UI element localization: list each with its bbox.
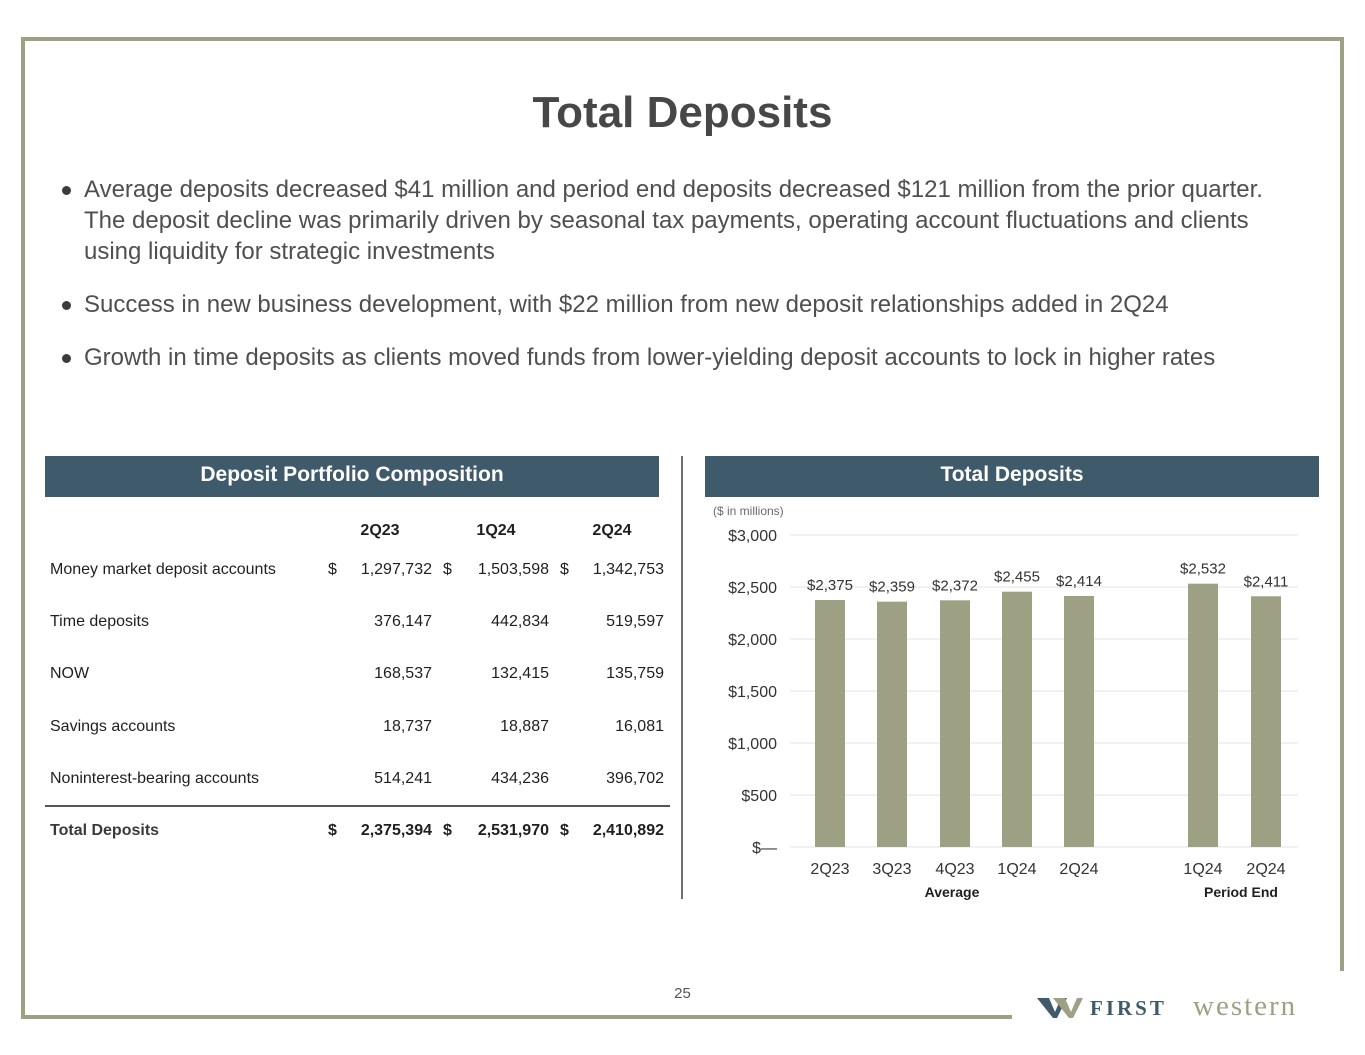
chart-units-note: ($ in millions) bbox=[713, 504, 784, 518]
data-label: $2,411 bbox=[1243, 573, 1289, 591]
chart-panel-header: Total Deposits bbox=[705, 456, 1319, 497]
cell-value: 16,081 bbox=[615, 718, 664, 735]
y-tick-label: $— bbox=[752, 840, 777, 857]
bar bbox=[1002, 592, 1032, 847]
currency-sign: $ bbox=[443, 561, 452, 578]
bullet-text: Growth in time deposits as clients moved funds from lower-yielding deposit accounts to lock in higher rates bbox=[84, 344, 1216, 371]
x-tick-label: 3Q23 bbox=[872, 861, 912, 878]
column-header: 1Q24 bbox=[476, 522, 516, 539]
cell-value: 1,503,598 bbox=[477, 561, 549, 578]
panel-divider bbox=[681, 456, 683, 899]
x-tick-label: 4Q23 bbox=[935, 861, 975, 878]
table-panel-header: Deposit Portfolio Composition bbox=[45, 456, 659, 497]
bullet-list bbox=[58, 174, 1308, 395]
data-label: $2,414 bbox=[1056, 572, 1102, 590]
frame-bottom bbox=[21, 1015, 1012, 1019]
group-label: Period End bbox=[1204, 884, 1278, 900]
x-tick-label: 2Q23 bbox=[810, 861, 850, 878]
currency-sign: $ bbox=[443, 822, 452, 839]
deposits-chart bbox=[700, 500, 1340, 910]
column-header: 2Q23 bbox=[360, 522, 400, 539]
total-rule bbox=[45, 805, 670, 807]
y-tick-label: $1,000 bbox=[728, 736, 777, 753]
row-label: Noninterest-bearing accounts bbox=[50, 770, 260, 787]
cell-value: 168,537 bbox=[374, 665, 432, 682]
row-label: Savings accounts bbox=[50, 718, 176, 735]
table-row bbox=[45, 718, 670, 748]
bar bbox=[877, 602, 907, 847]
bullet-dot-icon bbox=[62, 354, 71, 363]
cell-value: 2,531,970 bbox=[477, 822, 549, 839]
page-title: Total Deposits bbox=[532, 88, 833, 137]
data-label: $2,372 bbox=[932, 577, 978, 595]
logo-mark-icon bbox=[1037, 998, 1083, 1018]
data-label: $2,359 bbox=[869, 578, 915, 596]
row-label: NOW bbox=[50, 665, 90, 682]
cell-value: 2,410,892 bbox=[592, 822, 664, 839]
bar bbox=[1188, 584, 1218, 847]
cell-value: 376,147 bbox=[374, 613, 432, 630]
x-tick-label: 1Q24 bbox=[1183, 861, 1223, 878]
x-tick-label: 2Q24 bbox=[1246, 861, 1286, 878]
frame-right bbox=[1340, 37, 1344, 971]
y-tick-label: $2,500 bbox=[728, 580, 777, 597]
column-header: 2Q24 bbox=[592, 522, 632, 539]
chart-svg bbox=[700, 500, 1340, 910]
bullet-item bbox=[58, 289, 1308, 320]
y-tick-label: $2,000 bbox=[728, 632, 777, 649]
frame-top bbox=[21, 37, 1344, 41]
data-label: $2,532 bbox=[1180, 560, 1226, 578]
row-label: Total Deposits bbox=[50, 822, 160, 839]
frame-left bbox=[21, 37, 25, 1019]
bar bbox=[815, 600, 845, 847]
company-logo bbox=[1035, 990, 1355, 1030]
bullet-dot-icon bbox=[62, 186, 71, 195]
row-label: Time deposits bbox=[50, 613, 149, 630]
cell-value: 135,759 bbox=[606, 665, 664, 682]
bar bbox=[940, 600, 970, 847]
y-tick-label: $500 bbox=[741, 788, 777, 805]
bullet-text: Success in new business development, with $22 million from new deposit relationships added in 2Q24 bbox=[84, 291, 1169, 318]
table-row bbox=[45, 561, 670, 591]
data-label: $2,455 bbox=[994, 568, 1040, 586]
logo-first-text: FIRST bbox=[1090, 996, 1167, 1020]
x-tick-label: 1Q24 bbox=[997, 861, 1037, 878]
cell-value: 514,241 bbox=[374, 770, 432, 787]
total-row bbox=[45, 822, 670, 852]
cell-value: 519,597 bbox=[606, 613, 664, 630]
data-label: $2,375 bbox=[807, 577, 853, 594]
table-row bbox=[45, 770, 670, 800]
currency-sign: $ bbox=[328, 822, 337, 839]
cell-value: 18,887 bbox=[500, 718, 549, 735]
y-tick-label: $3,000 bbox=[728, 528, 777, 545]
cell-value: 434,236 bbox=[491, 770, 549, 787]
bullet-item bbox=[58, 174, 1308, 267]
cell-value: 396,702 bbox=[606, 770, 664, 787]
y-tick-label: $1,500 bbox=[728, 684, 777, 701]
cell-value: 18,737 bbox=[383, 718, 432, 735]
row-label: Money market deposit accounts bbox=[50, 561, 276, 578]
bar bbox=[1251, 596, 1281, 847]
group-label: Average bbox=[924, 884, 980, 900]
currency-sign: $ bbox=[328, 561, 337, 578]
cell-value: 442,834 bbox=[491, 613, 549, 630]
cell-value: 1,342,753 bbox=[592, 561, 664, 578]
bullet-dot-icon bbox=[62, 301, 71, 310]
page-number: 25 bbox=[674, 985, 691, 1002]
bar bbox=[1064, 596, 1094, 847]
cell-value: 132,415 bbox=[491, 665, 549, 682]
cell-value: 2,375,394 bbox=[360, 822, 432, 839]
x-tick-label: 2Q24 bbox=[1059, 861, 1099, 878]
currency-sign: $ bbox=[560, 561, 569, 578]
table-row bbox=[45, 665, 670, 695]
table-row bbox=[45, 613, 670, 643]
logo-second-text: western bbox=[1193, 990, 1298, 1022]
bullet-item bbox=[58, 342, 1308, 373]
currency-sign: $ bbox=[560, 822, 569, 839]
bullet-text: Average deposits decreased $41 million and period end deposits decreased $121 million from the prior quarter. The deposit decline was primarily driven by seasonal tax payments, operating account fluctuations and clients using liquidity for strategic investments bbox=[84, 176, 1263, 265]
cell-value: 1,297,732 bbox=[360, 561, 432, 578]
